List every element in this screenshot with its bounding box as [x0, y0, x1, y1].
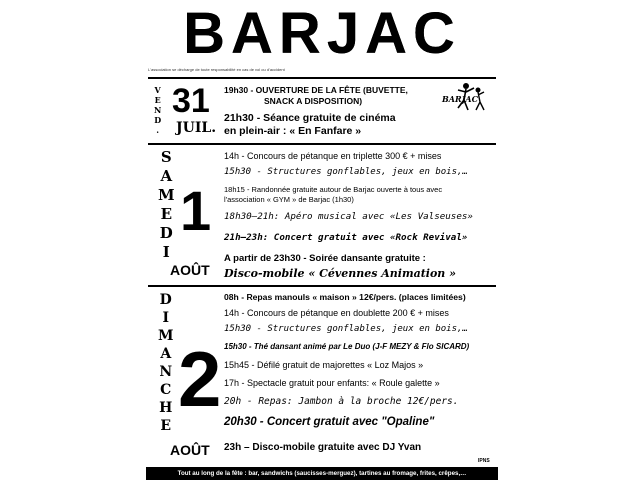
day3-event-2: 14h - Concours de pétanque en doublette 200 € + mises — [224, 308, 449, 318]
day2-weekday-letter: E — [160, 205, 173, 223]
day2-event-5: 21h–23h: Concert gratuit avec «Rock Revival» — [224, 232, 468, 243]
day1-weekday — [154, 86, 161, 134]
dancers-icon — [438, 80, 488, 114]
day3-event-7: 20h - Repas: Jambon à la broche 12€/pers. — [224, 396, 459, 407]
barjac-logo — [438, 80, 488, 114]
day3-weekday-letter: I — [162, 310, 170, 326]
day2-weekday-letter: S — [160, 148, 172, 166]
day1-weekday-letter: V — [154, 85, 161, 95]
footer-banner: Tout au long de la fête : bar, sandwichs (saucisses-merguez), tartines au fromage, frites, crêpes,… — [146, 467, 498, 480]
day3-event-4: 15h30 - Thé dansant animé par Le Duo (J-F MEZY & Flo SICARD) — [224, 342, 470, 351]
day1-weekday-letter: E — [154, 95, 161, 105]
poster-title — [146, 1, 498, 66]
divider-day2 — [148, 143, 496, 145]
day1-month: JUIL. — [176, 120, 217, 136]
day2-event-2: 15h30 - Structures gonflables, jeux en bois,… — [224, 167, 468, 177]
day2-number: 1 — [180, 179, 212, 242]
day2-event-4: 18h30–21h: Apéro musical avec «Les Valseuses» — [224, 211, 473, 222]
day3-event-3: 15h30 - Structures gonflables, jeux en bois,… — [224, 324, 468, 334]
day3-number: 2 — [178, 335, 222, 423]
day2-weekday — [158, 150, 175, 260]
disclaimer-text: L'association se décharge de toute responsabilité en cas de vol ou d'accident — [148, 67, 285, 72]
ipns-label: IPNS — [478, 458, 490, 464]
day3-event-5: 15h45 - Défilé gratuit de majorettes « Loz Majos » — [224, 360, 424, 370]
day2-event-6: A partir de 23h30 - Soirée dansante gratuite : — [224, 253, 426, 264]
day3-weekday-letter: N — [159, 364, 173, 380]
day3-weekday-letter: D — [159, 292, 172, 308]
day3-event-8: 20h30 - Concert gratuit avec "Opaline" — [224, 416, 435, 428]
day2-weekday-letter: I — [162, 243, 170, 261]
day2-weekday-letter: A — [160, 167, 173, 185]
day1-weekday-letter: D — [154, 115, 162, 125]
poster-title-text: BARJAC — [183, 1, 461, 66]
day1-event-2-line-1: 21h30 - Séance gratuite de cinéma — [224, 112, 396, 124]
day2-month: AOÛT — [170, 262, 210, 278]
day3-weekday-letter: M — [158, 328, 174, 344]
day3-weekday-letter: A — [160, 346, 172, 362]
day2-event-3: 18h15 - Randonnée gratuite autour de Barjac ouverte à tous avec — [224, 185, 443, 194]
day3-weekday-letter: E — [160, 418, 172, 434]
logo-text: BARJAC — [442, 94, 478, 104]
day1-number: 31 — [172, 82, 210, 120]
day2-event-3-continued: l'association « GYM » de Barjac (1h30) — [224, 195, 354, 204]
day3-event-1: 08h - Repas manouls « maison » 12€/pers. (places limitées) — [224, 292, 466, 302]
day3-month: AOÛT — [170, 442, 210, 458]
day2-weekday-letter: D — [159, 224, 173, 242]
day2-event-1: 14h - Concours de pétanque en triplette 300 € + mises — [224, 151, 442, 161]
divider-day3 — [148, 285, 496, 287]
day3-weekday — [158, 293, 174, 433]
day3-event-6: 17h - Spectacle gratuit pour enfants: « Roule galette » — [224, 378, 440, 388]
divider-top — [148, 77, 496, 79]
day3-event-9: 23h – Disco-mobile gratuite avec DJ Yvan — [224, 442, 422, 453]
day1-event-2-line-2: en plein-air : « En Fanfare » — [224, 125, 362, 137]
day3-weekday-letter: C — [160, 382, 172, 398]
day3-weekday-letter: H — [159, 400, 173, 416]
day1-weekday-letter: . — [156, 125, 160, 135]
day2-event-7: Disco-mobile « Cévennes Animation » — [224, 267, 457, 280]
day2-weekday-letter: M — [158, 186, 175, 204]
event-poster — [146, 0, 498, 480]
day1-weekday-letter: N — [154, 105, 162, 115]
day1-event-1-line-1: 19h30 - OUVERTURE DE LA FÊTE (BUVETTE, — [224, 85, 408, 95]
day1-event-1-line-2: SNACK A DISPOSITION) — [264, 96, 363, 106]
